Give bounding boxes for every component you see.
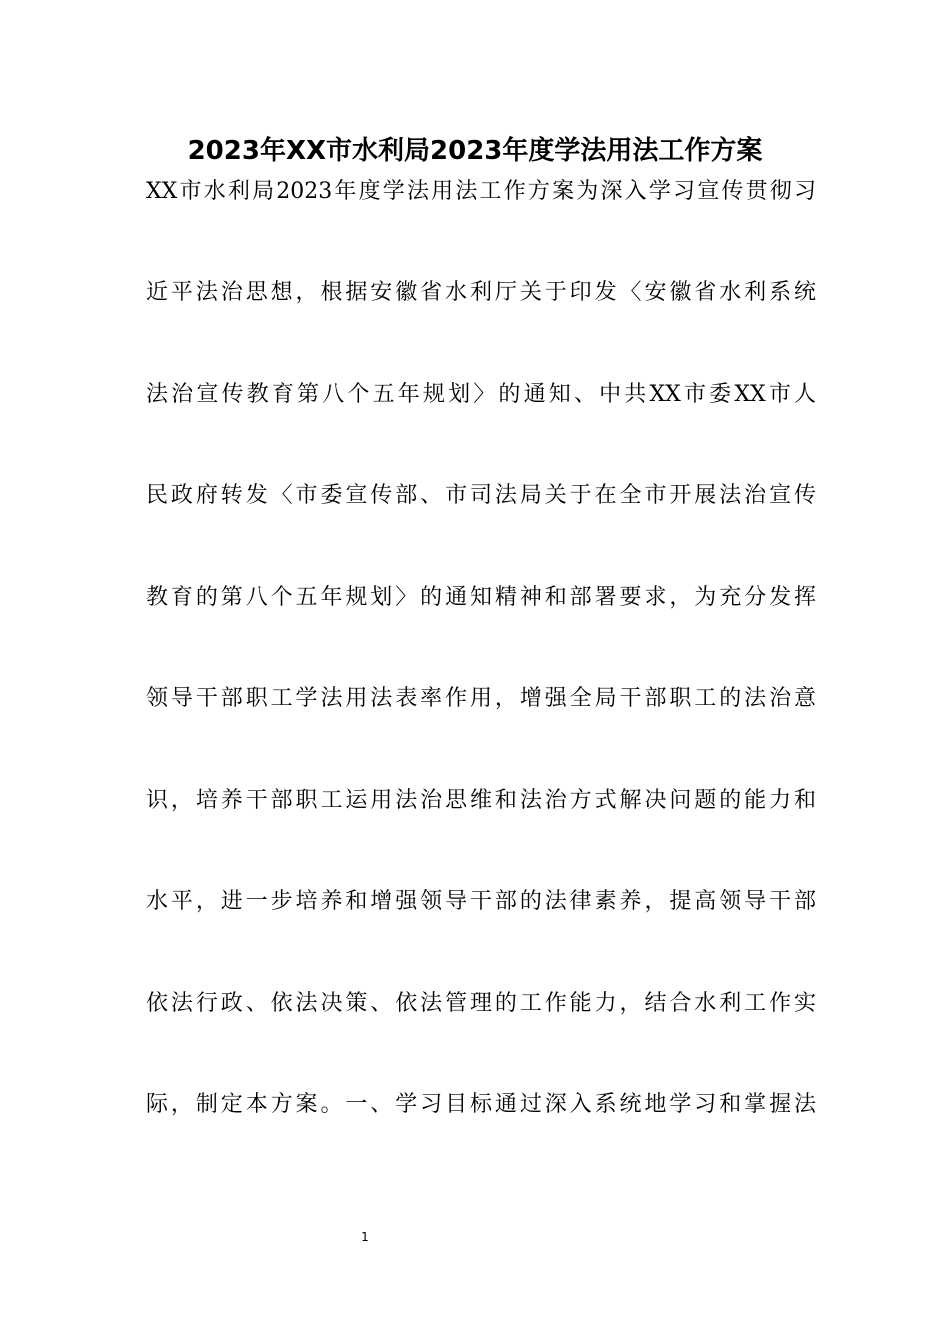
- body-line-3: 法治宣传教育第八个五年规划〉的通知、中共XX市委XX市人: [146, 382, 816, 407]
- body-line-8: 水平，进一步培养和增强领导干部的法律素养，提高领导干部: [146, 889, 816, 914]
- body-line-9: 依法行政、依法决策、依法管理的工作能力，结合水利工作实: [146, 991, 816, 1016]
- body-line-4: 民政府转发〈市委宣传部、市司法局关于在全市开展法治宣传: [146, 483, 816, 508]
- body-line-6: 领导干部职工学法用法表率作用，增强全局干部职工的法治意: [146, 686, 816, 711]
- body-line-10: 际，制定本方案。一、学习目标通过深入系统地学习和掌握法: [146, 1092, 816, 1117]
- page-number: 1: [361, 1230, 369, 1244]
- body-line-1: XX市水利局2023年度学法用法工作方案为深入学习宣传贯彻习: [146, 179, 816, 204]
- body-line-2: 近平法治思想，根据安徽省水利厅关于印发〈安徽省水利系统: [146, 280, 816, 305]
- document-title: 2023年XX市水利局2023年度学法用法工作方案: [187, 136, 763, 166]
- body-line-5: 教育的第八个五年规划〉的通知精神和部署要求，为充分发挥: [146, 585, 816, 610]
- body-line-7: 识，培养干部职工运用法治思维和法治方式解决问题的能力和: [146, 788, 816, 813]
